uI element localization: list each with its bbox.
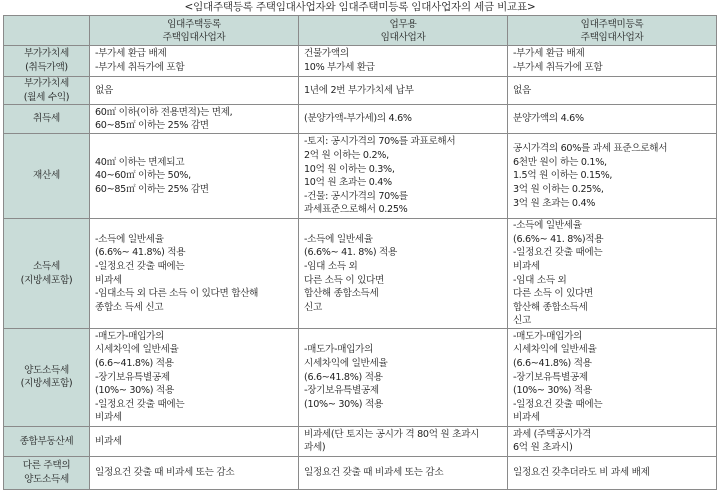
- cell-line: 비과세: [95, 412, 122, 424]
- cell-line: 1.5억 원 이하는 0.15%,: [513, 170, 613, 182]
- corner-header-cell: [4, 16, 90, 46]
- cell-line: -일정요건 갖출 때에는: [513, 247, 603, 259]
- cell-unregistered: [508, 77, 717, 105]
- cell-line: -토지: 공시가격의 70%를 과표로해서: [304, 136, 456, 148]
- cell-line: (6.6~41.8%) 적용: [304, 371, 383, 383]
- row-vat-acquisition: [4, 46, 717, 77]
- cell-business: [299, 46, 508, 77]
- cell-business: [299, 219, 508, 329]
- cell-line: -매도가-매입가의: [304, 344, 374, 356]
- cell-registered: [90, 77, 299, 105]
- cell-line: 10억 원 초과는 0.4%: [304, 177, 392, 189]
- cell-line: 비과세: [95, 435, 122, 447]
- row-acquisition-tax: [4, 105, 717, 134]
- cell-business: [299, 77, 508, 105]
- cell-line: 40~60㎡ 이하는 50%,: [95, 170, 191, 182]
- row-header-line: 양도소득세: [24, 473, 69, 485]
- cell-line: -임대 소득 외: [513, 274, 567, 286]
- cell-line: -장기보유특별공제: [513, 371, 588, 383]
- cell-unregistered: [508, 219, 717, 329]
- cell-line: -임대 소득 외: [304, 260, 358, 272]
- cell-unregistered: [508, 426, 717, 456]
- cell-unregistered: [508, 46, 717, 77]
- cell-unregistered: [508, 105, 717, 134]
- row-header-line: 양도소득세: [24, 364, 69, 376]
- cell-line: 시세차익에 일반세율: [513, 344, 597, 356]
- column-header-line: 임대주택미등록: [580, 18, 644, 30]
- row-header-line: (취득가액): [25, 62, 68, 73]
- cell-line: -일정요건 갖출 때에는: [95, 398, 185, 410]
- cell-line: 비과세(단 토지는 공시가 격 80억 원 초과시: [304, 428, 480, 440]
- column-header-registered: [90, 16, 299, 46]
- cell-line: 과세표준으로해서 0.25%: [304, 204, 408, 216]
- row-header-cell: [4, 134, 90, 219]
- cell-line: 과세): [304, 442, 326, 454]
- column-header-line: 주택임대사업자: [162, 31, 226, 43]
- cell-registered: [90, 328, 299, 426]
- cell-line: 10% 부가세 환급: [304, 62, 375, 73]
- cell-line: 신고: [513, 315, 531, 327]
- cell-line: -부가세 취득가에 포함: [513, 62, 603, 73]
- tax-comparison-table: [3, 15, 717, 490]
- cell-line: -일정요건 갖출 때에는: [513, 398, 603, 410]
- row-header-cell: [4, 77, 90, 105]
- column-header-line: 임대주택등록: [167, 18, 221, 30]
- row-other-house-tax: [4, 456, 717, 489]
- cell-line: 비과세: [513, 412, 540, 424]
- row-header-line: (지방세포함): [20, 274, 73, 286]
- row-header-line: 부가가치세: [24, 48, 69, 60]
- row-header-cell: [4, 105, 90, 134]
- cell-line: -소득에 일반세율: [95, 233, 164, 245]
- cell-line: 종합소 득세 신고: [95, 301, 164, 313]
- row-header-line: 재산세: [33, 170, 60, 182]
- cell-line: -일정요건 갖출 때에는: [95, 260, 185, 272]
- cell-registered: [90, 134, 299, 219]
- cell-line: 없음: [95, 84, 113, 96]
- row-income-tax: [4, 219, 717, 329]
- cell-registered: [90, 426, 299, 456]
- cell-line: -부가세 환급 배제: [95, 48, 167, 60]
- cell-line: 6천만 원이 하는 0.1%,: [513, 156, 607, 168]
- cell-line: 2억 원 이하는 0.2%,: [304, 150, 389, 161]
- cell-unregistered: [508, 134, 717, 219]
- row-header-line: 종합부동산세: [19, 435, 74, 447]
- cell-line: (6.6~41.8%) 적용: [95, 358, 174, 370]
- cell-line: 없음: [513, 84, 531, 96]
- cell-line: -부가세 취득가에 포함: [95, 62, 185, 73]
- row-header-cell: [4, 456, 90, 489]
- cell-line: 6억 원 초과시): [513, 442, 573, 454]
- column-header-unregistered: [508, 16, 717, 46]
- row-header-cell: [4, 219, 90, 329]
- cell-line: 비과세: [513, 260, 540, 272]
- cell-line: (6.6%~ 41. 8%)적용: [513, 233, 604, 245]
- cell-line: 공시가격의 60%를 과세 표준으로해서: [513, 143, 668, 155]
- cell-unregistered: [508, 328, 717, 426]
- cell-registered: [90, 46, 299, 77]
- cell-business: [299, 456, 508, 489]
- column-header-line: 업무용: [389, 18, 417, 30]
- header-row: [4, 16, 717, 46]
- cell-line: 과세 (주택공시가격: [513, 428, 591, 440]
- row-header-line: (월세 수익): [23, 91, 70, 103]
- row-comprehensive-tax: [4, 426, 717, 456]
- cell-line: -부가세 환급 배제: [513, 48, 585, 60]
- cell-line: 10억 원 이하는 0.3%,: [304, 163, 395, 175]
- row-capital-gains-tax: [4, 328, 717, 426]
- row-header-cell: [4, 426, 90, 456]
- row-header-line: 취득세: [33, 113, 60, 125]
- row-header-cell: [4, 328, 90, 426]
- cell-line: 일정요건 갖추더라도 비 과세 배제: [513, 467, 650, 479]
- cell-business: [299, 105, 508, 134]
- column-header-business: [299, 16, 508, 46]
- cell-line: 비과세: [95, 274, 122, 286]
- cell-line: (6.6%~ 41. 8%) 적용: [304, 247, 397, 259]
- cell-line: 건물가액의: [304, 48, 349, 60]
- cell-line: 분양가액의 4.6%: [513, 113, 584, 125]
- cell-line: 시세차익에 일반세율: [95, 344, 179, 356]
- cell-line: 1년에 2번 부가가치세 납부: [304, 84, 414, 96]
- column-header-line: 임대사업자: [380, 31, 426, 43]
- cell-line: 시세차익에 일반세율: [304, 358, 388, 370]
- cell-line: (10%~ 30%) 적용: [304, 398, 383, 410]
- table-caption: <임대주택등록 주택임대사업자와 임대주택미등록 임대사업자의 세금 비교표>: [184, 1, 536, 13]
- cell-line: 일정요건 갖출 때 비과세 또는 감소: [95, 467, 235, 479]
- cell-line: 다른 소득 이 있다면: [304, 274, 384, 286]
- cell-line: -매도가-매입가의: [513, 330, 583, 342]
- row-header-line: 다른 주택의: [22, 460, 71, 472]
- cell-business: [299, 426, 508, 456]
- cell-line: (10%~ 30%) 적용: [95, 385, 174, 397]
- cell-registered: [90, 456, 299, 489]
- cell-line: 일정요건 갖출 때 비과세 또는 감소: [304, 467, 444, 479]
- cell-line: -임대소득 외 다른 소득 이 있다면 합산해: [95, 288, 259, 300]
- cell-line: 신고: [304, 301, 322, 313]
- cell-business: [299, 328, 508, 426]
- cell-line: 합산해 종합소득세: [513, 301, 588, 313]
- row-property-tax: [4, 134, 717, 219]
- column-header-line: 주택임대사업자: [580, 31, 644, 43]
- cell-line: 60~85㎡ 이하는 25% 감면: [95, 120, 209, 132]
- cell-line: 합산해 종합소득세: [304, 288, 379, 300]
- cell-line: -소득에 일반세율: [304, 233, 373, 245]
- cell-line: 3억 원 이하는 0.25%,: [513, 183, 604, 195]
- cell-line: -장기보유특별공제: [304, 385, 379, 397]
- cell-line: -소득에 일반세율: [513, 220, 582, 232]
- cell-line: (분양가액-부가세)의 4.6%: [304, 113, 412, 125]
- row-header-line: 소득세: [33, 260, 60, 272]
- cell-registered: [90, 105, 299, 134]
- row-header-line: 부가가치세: [24, 78, 69, 89]
- row-header-line: (지방세포함): [20, 378, 73, 390]
- cell-line: -건물: 공시가격의 70%를: [304, 190, 408, 202]
- cell-line: (6.6%~ 41.8%) 적용: [95, 247, 186, 259]
- cell-line: (6.6~41.8%) 적용: [513, 358, 592, 370]
- cell-line: 60~85㎡ 이하는 25% 감면: [95, 183, 209, 195]
- row-vat-rent: [4, 77, 717, 105]
- cell-line: (10%~ 30%) 적용: [513, 385, 592, 397]
- cell-line: 40㎡ 이하는 면제되고: [95, 156, 185, 168]
- cell-line: -매도가-매입가의: [95, 330, 165, 342]
- cell-line: 다른 소득 이 있다면: [513, 288, 593, 300]
- cell-unregistered: [508, 456, 717, 489]
- cell-line: 3억 원 초과는 0.4%: [513, 197, 596, 209]
- cell-line: -장기보유특별공제: [95, 371, 170, 383]
- cell-business: [299, 134, 508, 219]
- cell-registered: [90, 219, 299, 329]
- row-header-cell: [4, 46, 90, 77]
- cell-line: 60㎡ 이하(이하 전용면적)는 면제,: [95, 106, 233, 118]
